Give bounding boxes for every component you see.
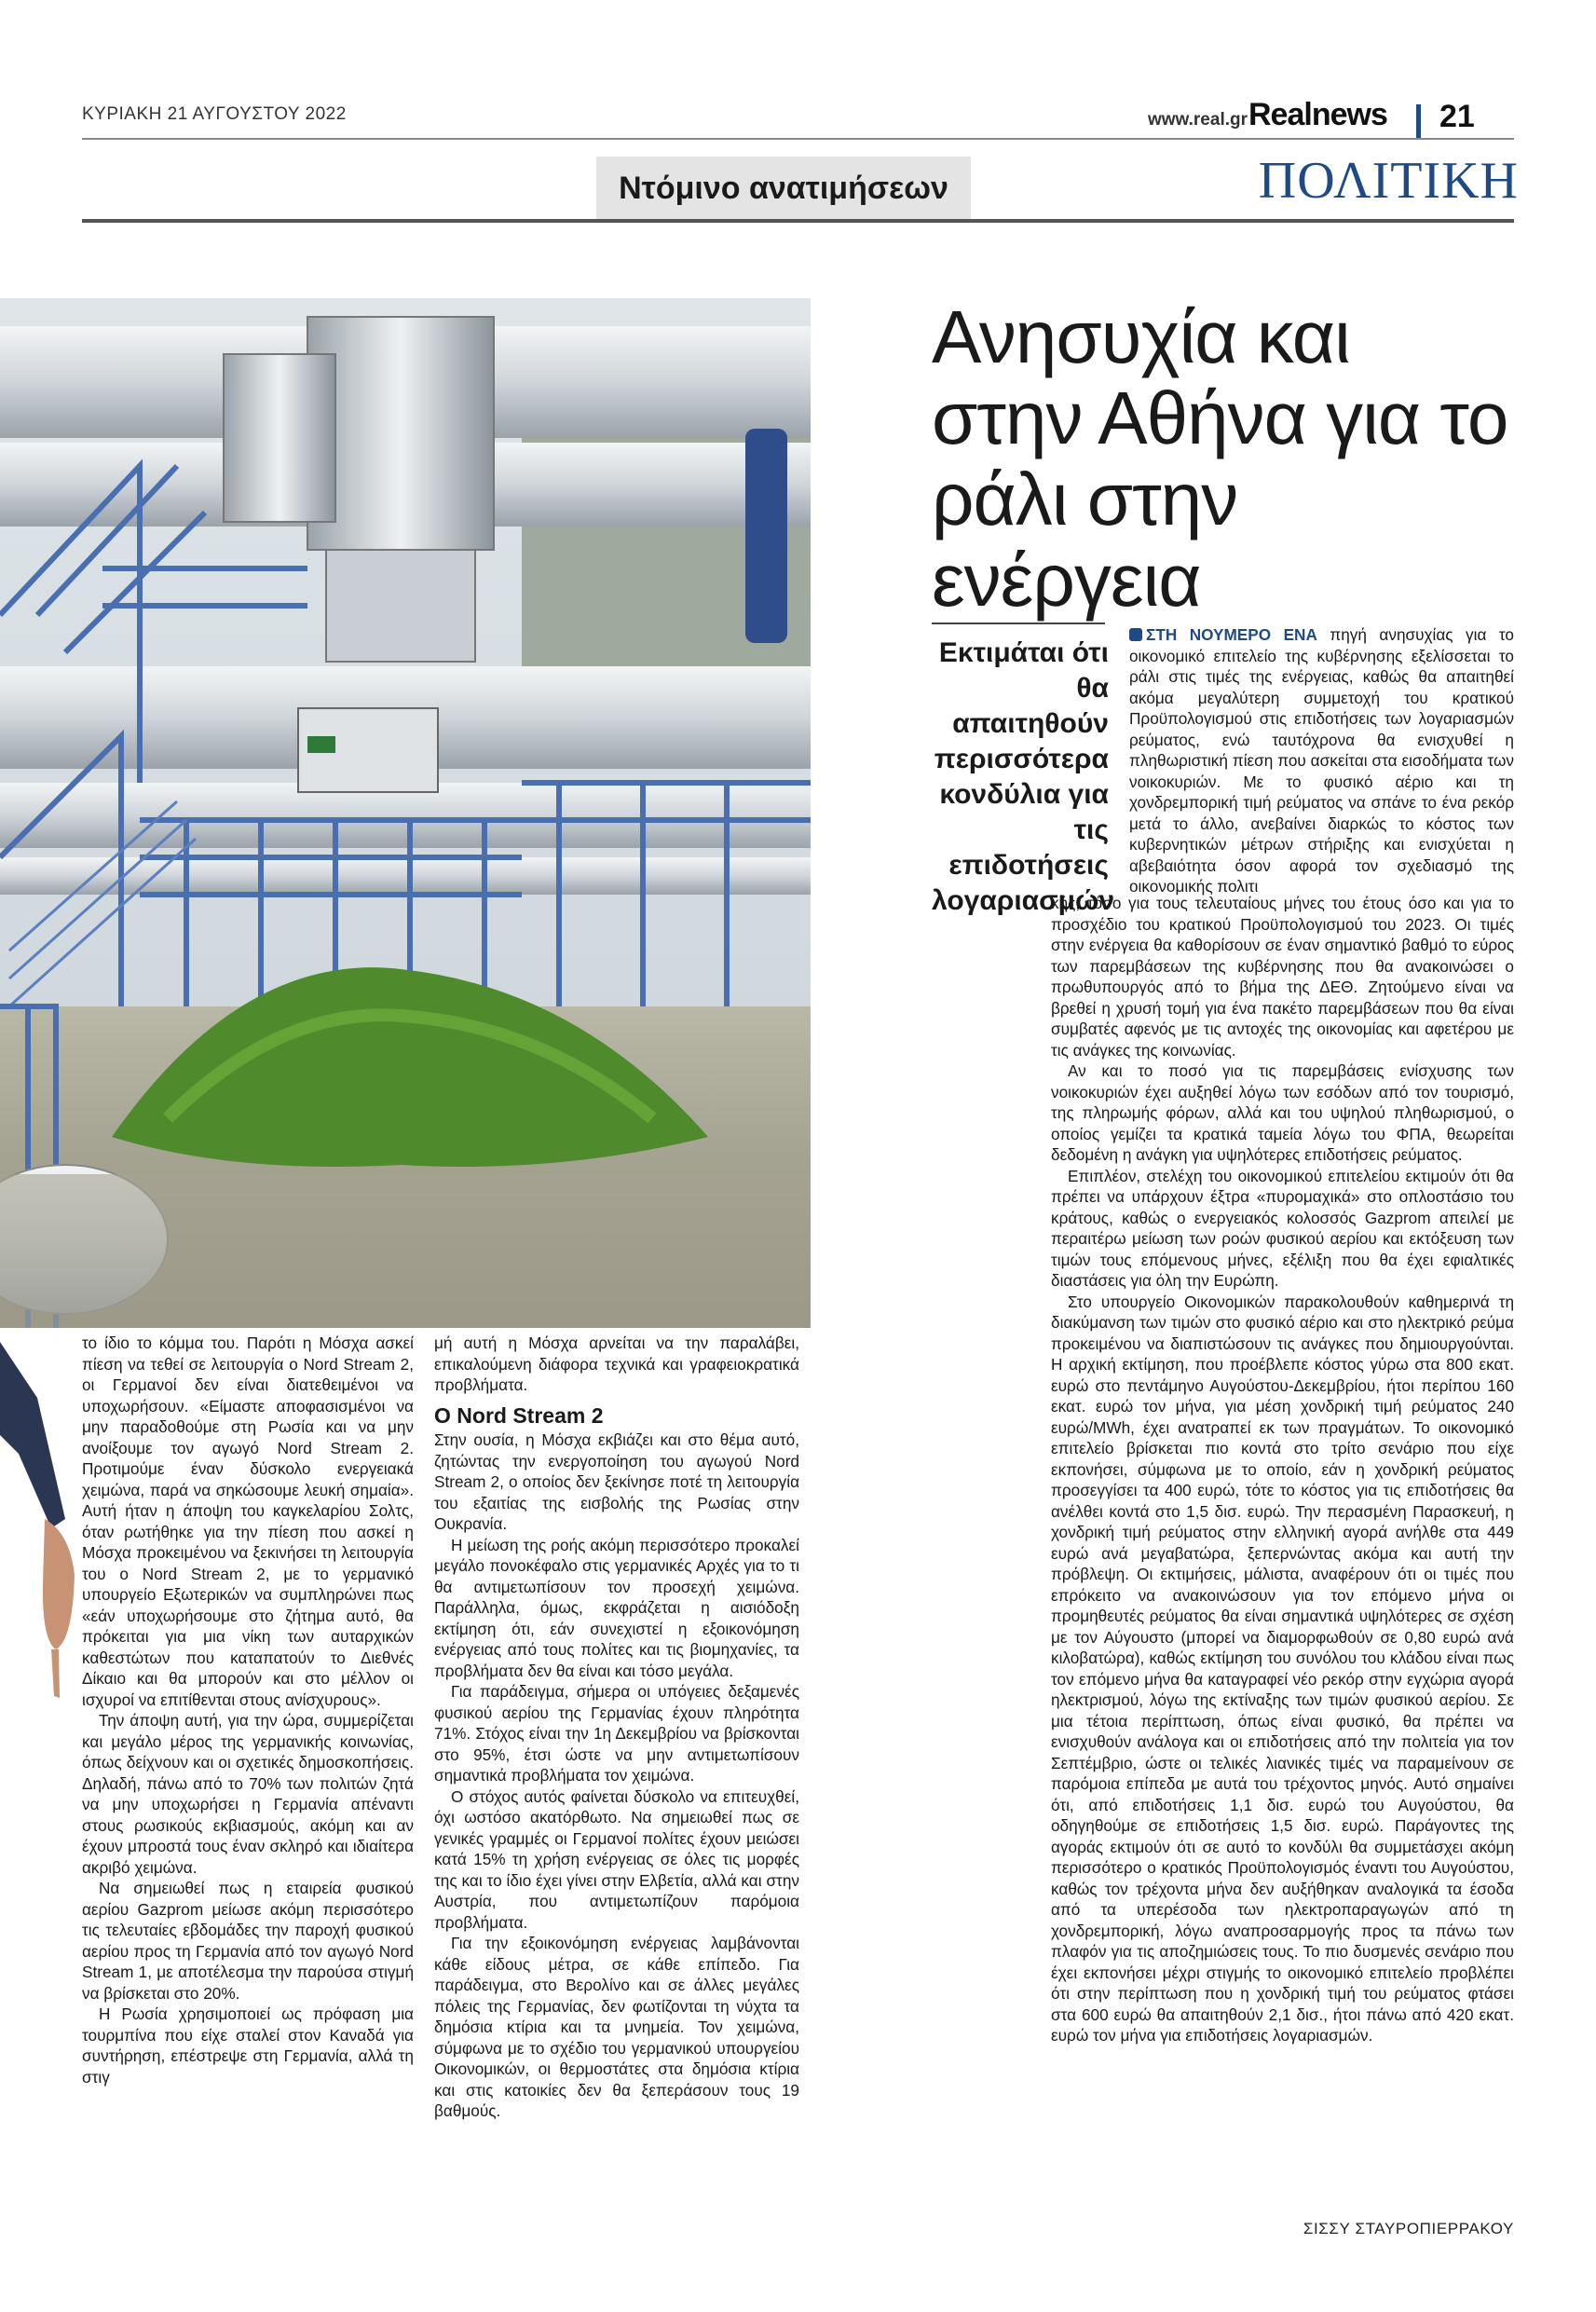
lead-column-top	[1129, 624, 1514, 897]
left-column	[82, 1333, 414, 2087]
mid-paragraph-1: Στην ουσία, η Μόσχα εκβιάζει και στο θέμα αυτό, ζητώντας την ενεργοποίηση του αγωγού Nord Stream 2, ο οποίος δεν ξεκίνησε ποτέ τη λειτουργία του εξαιτίας της εισβολής της Ρωσίας στην Ουκρανία.	[434, 1430, 799, 1533]
article-deck: Εκτιμάται ότι θα απαιτηθούν περισσότερα κονδύλια για τις επιδοτήσεις λογαριασμών	[932, 637, 1115, 916]
brand-divider	[1416, 104, 1421, 138]
mid-paragraph-4: Ο στόχος αυτός φαίνεται δύσκολο να επιτευχθεί, όχι ωστόσο ακατόρθωτο. Να σημειωθεί πως σε γενικές γραμμές οι Γερμανοί πολίτες έχουν μειώσει κατά 15% τη χρήση ενέργειας σε όλες τις μορφές της και το ίδιο έχει γίνει στην Ελβετία, αλλά και στην Αυστρία, που αντιμετωπίζουν παρόμοια προβλήματα.	[434, 1786, 799, 1932]
deck-rule	[932, 622, 1105, 624]
carried-text: μή αυτή η Μόσχα αρνείται να την παραλάβει, επικαλούμενη διάφορα τεχνικά και γραφειοκρατικά προβλήματα.	[434, 1334, 799, 1394]
subhead: Ο Nord Stream 2	[434, 1402, 604, 1428]
section-title: ΠΟΛΙΤΙΚΗ	[1258, 152, 1519, 210]
brand-logo: Realnews	[1248, 97, 1387, 132]
mid-paragraph-3: Για παράδειγμα, σήμερα οι υπόγειες δεξαμενές φυσικού αερίου της Γερμανίας έχουν πληρότητα 71%. Στόχος είναι την 1η Δεκεμβρίου να βρίσκονται στο 95%, έτσι ώστε να μην αντιμετωπίσουν σημαντικά προβλήματα τον χειμώνα.	[434, 1682, 799, 1785]
left-paragraph-3: Να σημειωθεί πως η εταιρεία φυσικού αερίου Gazprom μείωσε ακόμη περισσότερο τις τελευταίες εβδομάδες την παροχή φυσικού αερίου προς τη Γερμανία από τον αγωγό Nord Stream 1, με αποτέλεσμα την παρούσα στιγμή να βρίσκεται στο 20%.	[82, 1879, 414, 2003]
left-paragraph-1: το ίδιο το κόμμα του. Παρότι η Μόσχα ασκεί πίεση να τεθεί σε λειτουργία ο Nord Stream 2, οι Γερμανοί δεν είναι διατεθειμένοι να υποχωρήσουν. «Είμαστε αποφασισμένοι να μην παραδοθούμε στη Ρωσία και να μην ανοίξουμε τον αγωγό Nord Stream 2. Προτιμούμε έναν δύσκολο ενεργειακά χειμώνα, παρά να σηκώσουμε λευκή σημαία». Αυτή ήταν η άποψη του καγκελαρίου Σολτς, όταν ρωτήθηκε για την πίεση που ασκεί η Μόσχα προκειμένου να ξεκινήσει τη λειτουργία του ο Nord Stream 2, με το γερμανικό υπουργείο Εξωτερικών να συμπληρώνει πως «εάν υποχωρήσουμε στο ζήτημα αυτό, θα πρόκειται για μια νίκη των αυταρχικών καθεστώτων που καταπατούν το Διεθνές Δίκαιο και θα μπορούν και στο μέλλον οι ισχυροί να επιτίθενται στους ανίσχυρους».	[82, 1334, 414, 1709]
left-paragraph-2: Την άποψη αυτή, για την ώρα, συμμερίζεται και μεγάλο μέρος της γερμανικής κοινωνίας, όπως δείχνουν και οι σχετικές δημοσκοπήσεις. Δηλαδή, πάνω από το 70% των πολιτών ζητά να μην υποχωρήσει η Γερμανία απέναντι στους ρωσικούς εκβιασμούς, ακόμη και αν έχουν μπροστά τους έναν σκληρό και ιδιαίτερα ακριβό χειμώνα.	[82, 1711, 414, 1877]
issue-date: ΚΥΡΙΑΚΗ 21 ΑΥΓΟΥΣΤΟΥ 2022	[82, 104, 347, 124]
kicker-label: Ντόμινο ανατιμήσεων	[619, 171, 948, 206]
site-url[interactable]: www.real.gr	[1148, 110, 1248, 130]
lead-column-bottom	[1051, 893, 1514, 2046]
byline: ΣΙΣΣΥ ΣΤΑΥΡΟΠΙΕΡΡΑΚΟΥ	[1303, 2220, 1514, 2237]
mid-paragraph-2: Η μείωση της ροής ακόμη περισσότερο προκαλεί μεγάλο πονοκέφαλο στις γερμανικές Αρχές για το τι θα αντιμετωπίσουν τον προσεχή χειμώνα. Παράλληλα, όμως, εκφράζεται η αισιόδοξη εκτίμηση ότι, εάν συνεχιστεί η εξοικονόμηση ενέργειας από τους πολίτες και τις βιομηχανίες, τα προβλήματα δεν θα είναι και τόσο μεγάλα.	[434, 1535, 799, 1680]
section-rule	[82, 219, 1514, 223]
header-rule	[82, 138, 1514, 140]
article-photo	[0, 298, 811, 1328]
lead-marker-icon	[1129, 628, 1142, 641]
right-paragraph-2: Επιπλέον, στελέχη του οικονομικού επιτελείου εκτιμούν ότι θα πρέπει να υπάρχουν έξτρα «πυρομαχικά» στο οπλοστάσιο του κράτους, καθώς ο ενεργειακός κολοσσός Gazprom απειλεί με περαιτέρω μείωση των ροών φυσικού αερίου και εκτόξευση των τιμών τους επόμενους μήνες, εξέλιξη που θα έχει εφιαλτικές διαστάσεις για όλη την Ευρώπη.	[1051, 1166, 1514, 1290]
lead-text-part2: κής, τόσο για τους τελευταίους μήνες του έτους όσο και για το προσχέδιο του κρατικού Προϋπολογισμού του 2023. Οι τιμές στην ενέργεια θα καθορίσουν σε έναν σημαντικό βαθμό το εύρος των παρεμβάσεων της κυβέρνησης που θα ανακοινώσει ο πρωθυπουργός από το βήμα της ΔΕΘ. Ζητούμενο είναι να βρεθεί η χρυσή τομή για ένα πακέτο παρεμβάσεων που θα είναι συμβατές αφενός με τις αντοχές της οικονομίας και αφετέρου με τις ανάγκες της κοινωνίας.	[1051, 894, 1514, 1060]
lead-strong: ΣΤΗ ΝΟΥΜΕΡΟ ΕΝΑ	[1146, 625, 1317, 644]
person-arm-image	[0, 1342, 93, 1733]
lead-text-part1: πηγή ανησυχίας για το οικονομικό επιτελείο της κυβέρνησης εξελίσσεται το ράλι στις τιμές της ενέργειας, καθώς θα απαιτηθεί ακόμα μεγαλύτερη συμμετοχή του κρατικού Προϋπολογισμού στις επιδοτήσεις των λογαριασμών ρεύματος, ενώ ταυτόχρονα θα ενισχυθεί η πληθωριστική πίεση που ασκείται στα εισοδήματα των νοικοκυριών. Με το φυσικό αέριο και τη χονδρεμπορική τιμή ρεύματος να σπάνε το ένα ρεκόρ μετά το άλλο, ανεβαίνει διαρκώς το κόστος των κυβερνητικών μέτρων στήριξης και ενισχύεται η αβεβαιότητα όσον αφορά τον σχεδιασμό της οικονομικής πολιτι	[1129, 625, 1514, 896]
right-paragraph-3: Στο υπουργείο Οικονομικών παρακολουθούν καθημερινά τη διακύμανση των τιμών στο φυσικό αέριο και στο ηλεκτρικό ρεύμα προκειμένου να διαπιστώσουν τις ανάγκες που δημιουργούνται. Η αρχική εκτίμηση, που προέβλεπε κόστος γύρω στα 800 εκατ. ευρώ στο πεντάμηνο Αυγούστου-Δεκεμβρίου, ήτοι περίπου 160 εκατ. ευρώ τον μήνα, για μέση χονδρική τιμή ρεύματος 240 ευρώ/MWh, έχει ανατραπεί εκ των πραγμάτων. Το οικονομικό επιτελείο βρίσκεται πιο κοντά στο τρίτο σενάριο που είχε εκπονήσει, σύμφωνα με το οποίο, εάν η χονδρική ρεύματος προσεγγίσει τα 400 ευρώ, τότε το κόστος για τις επιδοτήσεις θα ανέλθει κοντά στο 1,5 δισ. ευρώ. Την περασμένη Παρασκευή, η χονδρική τιμή ρεύματος στην ελληνική αγορά ανήλθε στα 449 ευρώ ανά μεγαβατώρα, ξεπερνώντας ακόμα και αυτή την πρόβλεψη. Οι εκτιμήσεις, μάλιστα, αναφέρουν ότι οι τιμές που επρόκειτο να ανακοινώσουν για τον επόμενο μήνα οι προμηθευτές ρεύματος θα είναι σημαντικά υψηλότερες σε σχέση με τον Αύγουστο (μπορεί να διαμορφωθούν σε 0,80 ευρώ ανά κιλοβατώρα), καθώς εκτίμηση του συνόλου του κλάδου είναι πως τον επόμενο μήνα θα καταγραφεί νέο ρεκόρ στην εγχώρια αγορά ηλεκτρισμού, λόγω της εκτίναξης των τιμών φυσικού αερίου. Σε μια τέτοια περίπτωση, όπως είναι φυσικό, θα πρέπει να ενισχυθούν ανάλογα και οι επιδοτήσεις από την πολιτεία για τον Σεπτέμβριο, ώστε οι τελικές λιανικές τιμές να παραμείνουν σε παρόμοια επίπεδα με αυτά του τρέχοντος μηνός. Αυτό σημαίνει ότι, από επιδοτήσεις 1,1 δισ. ευρώ του Αυγούστου, θα οδηγηθούμε σε επιδοτήσεις 1,5 δισ. ευρώ. Παράγοντες της αγοράς εκτιμούν ότι σε αυτό το κονδύλι θα συμμετάσχει ακόμη περισσότερο ο κρατικός Προϋπολογισμός έναντι του Αυγούστου, καθώς τον τρέχοντα μήνα δεν αυξήθηκαν αναλογικά τα έσοδα από τα υπερέσοδα των ηλεκτροπαραγωγών από τη χονδρεμπορική, λόγω αναπροσαρμογής προς τα πάνω των πλαφόν για τις αποζημιώσεις τους. Το πιο δυσμενές σενάριο που έχει εκπονήσει μέχρι στιγμής το οικονομικό επιτελείο προβλέπει ότι στην περίπτωση που η χονδρική τιμή του ρεύματος φτάσει στα 600 ευρώ θα απαιτηθούν 2,1 δισ., ήτοι πάνω από 420 εκατ. ευρώ τον μήνα για επιδοτήσεις λογαριασμών.	[1051, 1292, 1514, 2045]
mid-paragraph-5: Για την εξοικονόμηση ενέργειας λαμβάνονται κάθε είδους μέτρα, σε κάθε επίπεδο. Για παράδειγμα, στο Βερολίνο και σε άλλες μεγάλες πόλεις της Γερμανίας, δεν φωτίζονται τη νύχτα τα δημόσια κτίρια και τα μνημεία. Τον χειμώνα, σύμφωνα με το σχέδιο του γερμανικού υπουργείου Οικονομικών, οι θερμοστάτες στα δημόσια κτίρια και στις κατοικίες δεν θα ξεπεράσουν τους 19 βαθμούς.	[434, 1934, 799, 2120]
right-paragraph-1: Αν και το ποσό για τις παρεμβάσεις ενίσχυσης των νοικοκυριών έχει αυξηθεί λόγω των εσόδων από τον τουρισμό, της πληρωμής φόρων, αλλά και του υψηλού πληθωρισμού, ο οποίος γεμίζει τα κρατικά ταμεία λόγω του ΦΠΑ, θεωρείται δεδομένη η ανάγκη για υψηλότερες επιδοτήσεις ρεύματος.	[1051, 1061, 1514, 1164]
page-number: 21	[1439, 99, 1475, 134]
article-headline: Ανησυχία και στην Αθήνα για το ράλι στην ενέργεια	[932, 295, 1508, 622]
left-paragraph-4: Η Ρωσία χρησιμοποιεί ως πρόφαση μια τουρμπίνα που είχε σταλεί στον Καναδά για συντήρηση, επέστρεψε στη Γερμανία, αλλά τη στιγ	[82, 2004, 414, 2086]
middle-column	[434, 1333, 799, 2122]
